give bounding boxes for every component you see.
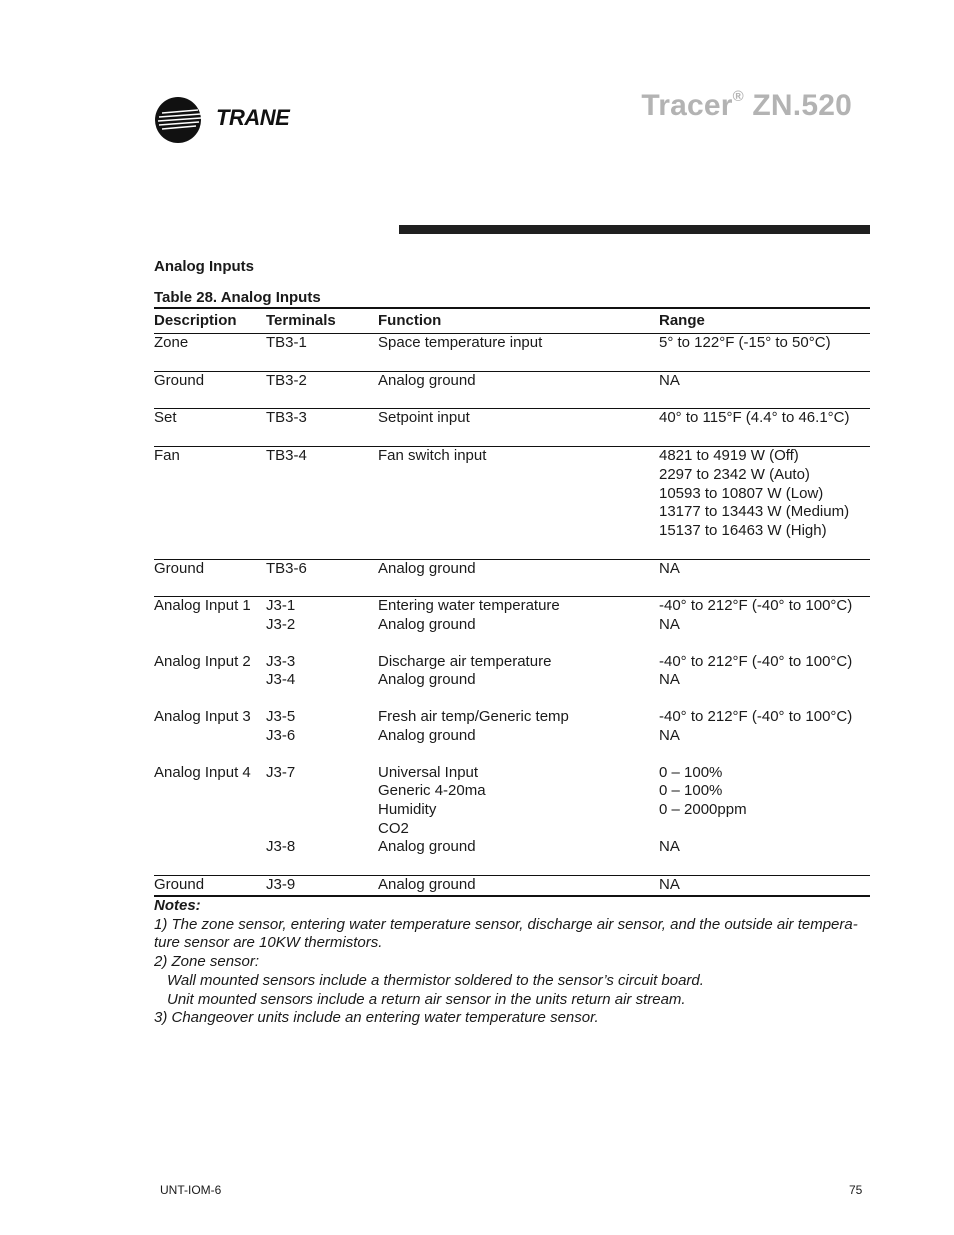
cell-line bbox=[154, 820, 266, 839]
table-row bbox=[154, 334, 870, 353]
table-row bbox=[154, 876, 870, 895]
cell-line: J3-2 bbox=[266, 616, 296, 634]
cell-line: Analog ground bbox=[378, 876, 476, 894]
cell-line: J3-4 bbox=[266, 671, 296, 689]
cell-line bbox=[154, 838, 266, 857]
title-model: ZN.520 bbox=[743, 89, 852, 122]
table-cell bbox=[378, 334, 659, 353]
table-cell bbox=[154, 597, 266, 634]
note-line: Unit mounted sensors include a return air sensor in the units return air stream. bbox=[167, 990, 686, 1008]
cell-line: 0 – 2000ppm bbox=[659, 800, 747, 818]
cell-line: Humidity bbox=[378, 800, 437, 818]
cell-line: Ground bbox=[154, 371, 205, 389]
cell-line: NA bbox=[659, 876, 680, 894]
page-number: 75 bbox=[849, 1183, 863, 1197]
table-row-group bbox=[154, 597, 870, 652]
table-cell bbox=[659, 560, 870, 579]
cell-line: -40° to 212°F (-40° to 100°C) bbox=[659, 708, 853, 726]
document-title bbox=[641, 88, 852, 123]
cell-line: Setpoint input bbox=[378, 409, 470, 427]
table-row-group bbox=[154, 372, 870, 410]
table-cell bbox=[154, 560, 266, 579]
cell-line: Set bbox=[154, 409, 177, 427]
cell-line: Analog ground bbox=[378, 371, 476, 389]
table-cell bbox=[154, 409, 266, 428]
cell-line: 15137 to 16463 W (High) bbox=[659, 521, 827, 539]
cell-line: NA bbox=[659, 838, 680, 856]
cell-line bbox=[266, 801, 378, 820]
note-line: 1) The zone sensor, entering water temperature sensor, discharge air sensor, and the outside air tempera- bbox=[154, 915, 858, 933]
table-body bbox=[154, 334, 870, 897]
header-rule-bar bbox=[399, 225, 870, 234]
table-cell bbox=[266, 764, 378, 858]
table-row-group bbox=[154, 560, 870, 598]
cell-line: Discharge air temperature bbox=[378, 652, 552, 670]
table-row-group bbox=[154, 409, 870, 447]
column-header: Description bbox=[154, 312, 237, 329]
cell-line: Analog ground bbox=[378, 671, 476, 689]
table-cell bbox=[378, 708, 659, 745]
cell-line: TB3-6 bbox=[266, 559, 307, 577]
note-line: 3) Changeover units include an entering water temperature sensor. bbox=[154, 1009, 599, 1027]
cell-line: 0 – 100% bbox=[659, 782, 723, 800]
cell-line: Generic 4-20ma bbox=[378, 782, 486, 800]
cell-line: Analog ground bbox=[378, 838, 476, 856]
cell-line: J3-6 bbox=[266, 726, 296, 744]
cell-line: 2297 to 2342 W (Auto) bbox=[659, 465, 810, 483]
cell-line: Universal Input bbox=[378, 763, 479, 781]
table-cell bbox=[378, 876, 659, 895]
note-line: ture sensor are 10KW thermistors. bbox=[154, 934, 383, 952]
cell-line: J3-1 bbox=[266, 597, 296, 615]
table-row-group bbox=[154, 653, 870, 708]
section-heading: Analog Inputs bbox=[154, 258, 254, 275]
table-cell bbox=[378, 560, 659, 579]
trane-logo bbox=[154, 96, 304, 146]
cell-line: NA bbox=[659, 559, 680, 577]
cell-line: Analog ground bbox=[378, 616, 476, 634]
cell-line: TB3-4 bbox=[266, 447, 307, 465]
table-row bbox=[154, 653, 870, 690]
document-code: UNT-IOM-6 bbox=[160, 1183, 222, 1197]
cell-line: 5° to 122°F (-15° to 50°C) bbox=[659, 334, 831, 351]
cell-line: TB3-1 bbox=[266, 334, 307, 351]
column-header: Function bbox=[378, 312, 442, 329]
table-cell bbox=[154, 653, 266, 690]
table-row bbox=[154, 764, 870, 858]
table-cell bbox=[266, 560, 378, 579]
table-row-group bbox=[154, 334, 870, 372]
cell-line: Space temperature input bbox=[378, 334, 543, 351]
cell-line: NA bbox=[659, 371, 680, 389]
cell-line: 4821 to 4919 W (Off) bbox=[659, 447, 799, 465]
cell-line: 0 – 100% bbox=[659, 763, 723, 781]
cell-line: -40° to 212°F (-40° to 100°C) bbox=[659, 652, 853, 670]
table-cell bbox=[659, 409, 870, 428]
cell-line bbox=[266, 820, 378, 839]
cell-line: -40° to 212°F (-40° to 100°C) bbox=[659, 597, 853, 615]
table-cell bbox=[154, 372, 266, 391]
cell-line bbox=[154, 782, 266, 801]
title-registered-mark: ® bbox=[732, 88, 744, 105]
cell-line: Ground bbox=[154, 559, 205, 577]
table-row bbox=[154, 447, 870, 541]
table-row-group bbox=[154, 764, 870, 877]
table-cell bbox=[378, 653, 659, 690]
trane-emblem-icon bbox=[154, 96, 204, 146]
table-cell bbox=[659, 372, 870, 391]
table-cell bbox=[154, 708, 266, 745]
table-cell bbox=[154, 764, 266, 858]
table-cell bbox=[378, 409, 659, 428]
cell-line: J3-3 bbox=[266, 652, 296, 670]
table-row bbox=[154, 597, 870, 634]
table-row bbox=[154, 372, 870, 391]
cell-line: Fan bbox=[154, 447, 180, 465]
table-cell bbox=[659, 708, 870, 745]
table-caption: Table 28. Analog Inputs bbox=[154, 289, 321, 306]
cell-line: 13177 to 13443 W (Medium) bbox=[659, 503, 850, 521]
cell-line: Fresh air temp/Generic temp bbox=[378, 708, 569, 726]
table-cell bbox=[266, 409, 378, 428]
cell-line bbox=[154, 801, 266, 820]
cell-line: J3-7 bbox=[266, 763, 296, 781]
table-cell bbox=[266, 447, 378, 541]
table-cell bbox=[659, 447, 870, 541]
cell-line: NA bbox=[659, 671, 680, 689]
note-line: Wall mounted sensors include a thermistor soldered to the sensor’s circuit board. bbox=[167, 971, 704, 989]
cell-line: Zone bbox=[154, 334, 189, 351]
cell-line: NA bbox=[659, 726, 680, 744]
cell-line: CO2 bbox=[378, 819, 409, 837]
table-row-group bbox=[154, 876, 870, 897]
note-line: 2) Zone sensor: bbox=[154, 953, 260, 971]
table-cell bbox=[378, 372, 659, 391]
table-cell bbox=[659, 764, 870, 858]
cell-line: TB3-2 bbox=[266, 371, 307, 389]
cell-line: Analog Input 2 bbox=[154, 652, 251, 670]
cell-line: Fan switch input bbox=[378, 447, 487, 465]
table-row bbox=[154, 708, 870, 745]
table-cell bbox=[266, 876, 378, 895]
logo-wordmark: TRANE bbox=[216, 105, 290, 130]
cell-line: TB3-3 bbox=[266, 409, 307, 427]
cell-line bbox=[659, 820, 870, 839]
cell-line: Ground bbox=[154, 876, 205, 894]
table-cell bbox=[266, 597, 378, 634]
table-row bbox=[154, 409, 870, 428]
table-cell bbox=[659, 597, 870, 634]
cell-line: Analog Input 4 bbox=[154, 763, 251, 781]
table-cell bbox=[266, 334, 378, 353]
cell-line: Analog Input 1 bbox=[154, 597, 251, 615]
cell-line: NA bbox=[659, 616, 680, 634]
cell-line: Entering water temperature bbox=[378, 597, 560, 615]
table-cell bbox=[378, 597, 659, 634]
cell-line: Analog Input 3 bbox=[154, 708, 251, 726]
cell-line: 10593 to 10807 W (Low) bbox=[659, 484, 824, 502]
notes-block bbox=[154, 897, 870, 1028]
cell-line: J3-5 bbox=[266, 708, 296, 726]
table-cell bbox=[659, 876, 870, 895]
column-header: Range bbox=[659, 312, 705, 329]
cell-line bbox=[266, 782, 378, 801]
table-cell bbox=[266, 372, 378, 391]
cell-line: J3-9 bbox=[266, 876, 296, 894]
title-main: Tracer bbox=[641, 89, 733, 122]
cell-line: Analog ground bbox=[378, 726, 476, 744]
table-cell bbox=[378, 447, 659, 541]
table-header-row bbox=[154, 309, 870, 334]
table-cell bbox=[266, 708, 378, 745]
table-cell bbox=[659, 334, 870, 353]
cell-line: J3-8 bbox=[266, 838, 296, 856]
table-cell bbox=[659, 653, 870, 690]
table-row bbox=[154, 560, 870, 579]
cell-line: Analog ground bbox=[378, 559, 476, 577]
table-cell bbox=[266, 653, 378, 690]
table-row-group bbox=[154, 447, 870, 560]
cell-line: 40° to 115°F (4.4° to 46.1°C) bbox=[659, 409, 850, 427]
table-cell bbox=[154, 447, 266, 541]
notes-heading: Notes: bbox=[154, 897, 201, 914]
table-row-group bbox=[154, 708, 870, 763]
column-header: Terminals bbox=[266, 312, 336, 329]
analog-inputs-table bbox=[154, 307, 870, 897]
table-cell bbox=[154, 876, 266, 895]
table-cell bbox=[378, 764, 659, 858]
table-cell bbox=[154, 334, 266, 353]
